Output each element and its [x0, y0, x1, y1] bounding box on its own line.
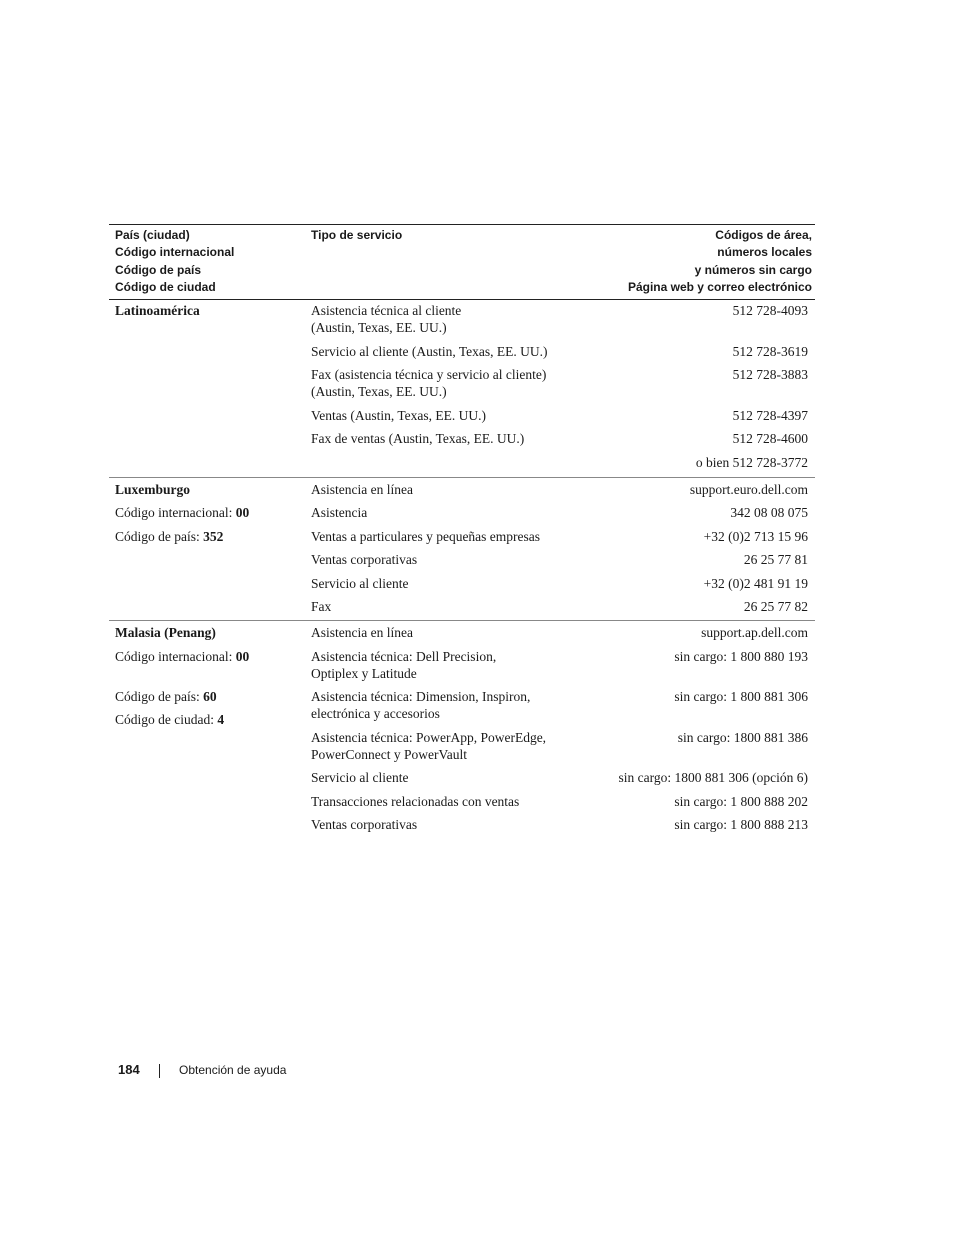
table-row [109, 551, 815, 575]
country-cell [115, 648, 305, 665]
header-codes-line: números locales [717, 245, 812, 260]
header-codes-line: Página web y correo electrónico [627, 279, 812, 294]
page-number: 184 [118, 1062, 140, 1077]
number-cell: support.euro.dell.com [689, 482, 808, 497]
service-text: Ventas a particulares y pequeñas empresas [311, 529, 541, 544]
service-text: Servicio al cliente (Austin, Texas, EE. UU.) [311, 344, 548, 359]
table-row [109, 624, 815, 648]
code-label: Código de país: [115, 529, 204, 544]
table-row [109, 575, 815, 598]
number-cell: support.ap.dell.com [701, 625, 808, 640]
code-value: 352 [203, 529, 224, 544]
header-country-line: Código de país [115, 262, 202, 277]
table-section [109, 621, 815, 840]
country-name: Malasia (Penang) [115, 625, 216, 640]
code-value: 00 [235, 649, 250, 664]
service-text: Servicio al cliente [311, 576, 409, 591]
number-cell: sin cargo: 1 800 881 306 [674, 689, 808, 704]
table-row [109, 769, 815, 793]
service-text: Asistencia en línea [311, 625, 413, 640]
service-text: Asistencia técnica: Dimension, Inspiron, [311, 689, 531, 704]
service-text: Asistencia técnica: PowerApp, PowerEdge, [311, 730, 547, 745]
service-text: Ventas corporativas [311, 552, 418, 567]
service-text: Servicio al cliente [311, 770, 409, 785]
number-cell: 512 728-4600 [732, 431, 808, 446]
service-text: Fax de ventas (Austin, Texas, EE. UU.) [311, 431, 525, 446]
table-row [109, 816, 815, 840]
table-row [109, 688, 815, 729]
table-row [109, 793, 815, 816]
service-text: Asistencia en línea [311, 482, 413, 497]
number-cell: sin cargo: 1 800 880 193 [674, 649, 808, 664]
service-text: Transacciones relacionadas con ventas [311, 794, 520, 809]
code-label: Código de país: [115, 689, 204, 704]
header-country-column [115, 227, 305, 296]
contact-table [109, 224, 815, 840]
header-codes-column [492, 227, 812, 296]
table-row [109, 528, 815, 551]
service-text: Optiplex y Latitude [311, 666, 417, 681]
code-value: 4 [217, 712, 225, 727]
table-header [109, 225, 815, 300]
code-label: Código internacional: [115, 649, 236, 664]
number-cell: sin cargo: 1 800 888 202 [674, 794, 808, 809]
service-text: PowerConnect y PowerVault [311, 747, 467, 762]
service-text: (Austin, Texas, EE. UU.) [311, 384, 447, 399]
country-cell [115, 624, 305, 641]
header-codes-line: Códigos de área, [715, 228, 812, 242]
number-cell: o bien 512 728-3772 [695, 455, 808, 470]
number-cell: 512 728-3883 [732, 367, 808, 382]
number-cell: sin cargo: 1 800 888 213 [674, 817, 808, 832]
number-cell: sin cargo: 1800 881 306 (opción 6) [618, 770, 808, 785]
header-country-line: Código internacional [115, 245, 235, 260]
service-text: Fax [311, 599, 332, 614]
table-row [109, 366, 815, 407]
header-country-line: País (ciudad) [115, 228, 190, 242]
table-section [109, 300, 815, 478]
footer-title: Obtención de ayuda [179, 1063, 287, 1077]
service-text: Asistencia [311, 505, 368, 520]
number-cell: 512 728-4093 [732, 303, 808, 318]
country-cell [115, 688, 305, 728]
country-name: Latinoamérica [115, 303, 200, 318]
service-text: electrónica y accesorios [311, 706, 440, 721]
table-row [109, 648, 815, 688]
table-section [109, 478, 815, 621]
header-codes-line: y números sin cargo [694, 262, 812, 277]
country-cell [115, 504, 305, 521]
country-cell [115, 528, 305, 545]
table-row [109, 729, 815, 769]
table-row [109, 407, 815, 430]
code-label: Código de ciudad: [115, 712, 218, 727]
page-footer [0, 1062, 954, 1082]
number-cell: 342 08 08 075 [730, 505, 808, 520]
code-value: 00 [235, 505, 250, 520]
country-cell [115, 481, 305, 498]
table-row [109, 454, 815, 477]
table-row [109, 430, 815, 454]
country-cell [115, 302, 305, 319]
service-text: Asistencia técnica al cliente [311, 303, 462, 318]
table-row [109, 481, 815, 504]
country-name: Luxemburgo [115, 482, 191, 497]
number-cell: +32 (0)2 481 91 19 [703, 576, 808, 591]
service-text: Asistencia técnica: Dell Precision, [311, 649, 497, 664]
footer-separator [159, 1064, 160, 1078]
number-cell: 512 728-4397 [732, 408, 808, 423]
number-cell: sin cargo: 1800 881 386 [677, 730, 808, 745]
service-text: Ventas corporativas [311, 817, 418, 832]
table-row [109, 302, 815, 343]
service-text: Fax (asistencia técnica y servicio al cliente) [311, 367, 547, 382]
table-row [109, 504, 815, 528]
service-text: Ventas (Austin, Texas, EE. UU.) [311, 408, 487, 423]
header-service-line: Tipo de servicio [311, 228, 403, 242]
table-body [109, 300, 815, 840]
code-label: Código internacional: [115, 505, 236, 520]
number-cell: 512 728-3619 [732, 344, 808, 359]
number-cell: 26 25 77 81 [743, 552, 808, 567]
code-value: 60 [203, 689, 217, 704]
table-row [109, 598, 815, 620]
table-row [109, 343, 815, 366]
header-country-line: Código de ciudad [115, 279, 216, 294]
service-text: (Austin, Texas, EE. UU.) [311, 320, 447, 335]
number-cell: +32 (0)2 713 15 96 [703, 529, 808, 544]
number-cell: 26 25 77 82 [743, 599, 808, 614]
